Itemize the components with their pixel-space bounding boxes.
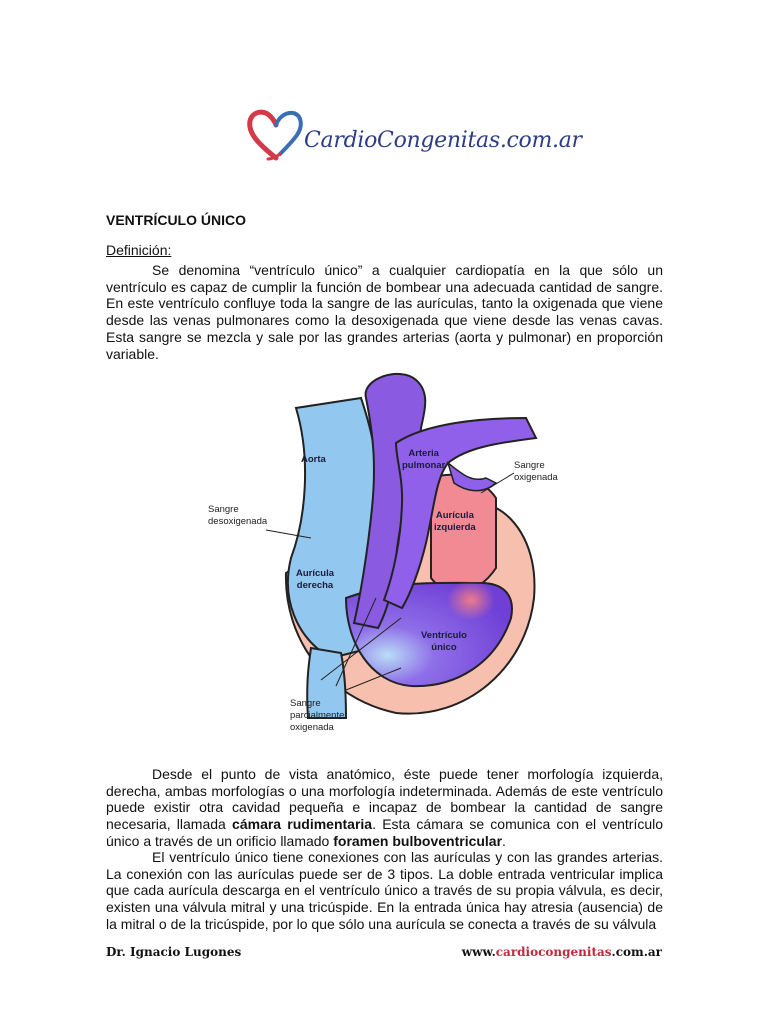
pulmonary-artery-label: Arteria pulmonar — [402, 448, 446, 471]
single-ventricle-label: Ventrículo único — [421, 630, 467, 653]
logo-text: CardioCongenitas.com.ar — [304, 128, 582, 153]
footer-url[interactable] — [462, 945, 662, 959]
aorta-label: Aorta — [301, 454, 326, 465]
bulboventricular-foramen-term: foramen bulboventricular — [333, 832, 503, 849]
heart-diagram — [196, 368, 572, 744]
heart-logo-icon — [246, 104, 306, 166]
connections-paragraph: El ventrículo único tiene conexiones con las aurículas y con las grandes arterias. La conexión con las aurículas puede ser de 3 tipos. La doble entrada ventricular implica que cada aurícula descarga en el ventrículo único a través de su propia válvula, es decir, existen una válvula mitral y una tricúspide. En la entrada única hay atresia (ausencia) de la mitral o de la tricúspide, por lo que sólo una aurícula se conecta a través de su válvula — [106, 849, 663, 932]
oxygenated-blood-label: Sangre oxigenada — [514, 460, 558, 483]
anatomy-text-1: Desde el punto de vista anatómico, éste puede tener morfología izquierda, derecha, ambas morfologías o una morfología indeterminada. Además de este ventrículo puede existir otra cavidad pequeña e incapaz de bombear la cantidad de sangre necesaria, llamada — [106, 766, 663, 833]
right-atrium-label: Aurícula derecha — [296, 568, 335, 591]
footer-url-prefix: www. — [461, 945, 496, 959]
anatomy-text-2: . Esta cámara se comunica con el ventrículo único a través de un orificio llamado — [106, 816, 664, 849]
partially-oxygenated-label: Sangre parcialmente oxigenada — [290, 698, 345, 733]
definition-label: Definición: — [106, 242, 172, 258]
rudimentary-chamber-term: cámara rudimentaria — [232, 816, 373, 833]
site-logo — [246, 104, 582, 166]
deoxygenated-blood-label: Sangre desoxigenada — [208, 504, 268, 527]
footer-url-accent: cardiocongenitas — [495, 945, 612, 959]
definition-paragraph: Se denomina “ventrículo único” a cualquier cardiopatía en la que sólo un ventrículo es capaz de cumplir la función de bombear una adecuada cantidad de sangre. En este ventrículo confluye toda la sangre de las aurículas, tanto la oxigenada que viene desde las venas pulmonares como la desoxigenada que viene desde las venas cavas. Esta sangre se mezcla y sale por las grandes arterias (aorta y pulmonar) en proporción variable. — [106, 262, 663, 362]
anatomy-paragraph — [106, 766, 663, 850]
footer-url-suffix: .com.ar — [611, 945, 662, 959]
heart-diagram-illustration — [196, 368, 572, 744]
document-title: VENTRÍCULO ÚNICO — [106, 212, 246, 228]
left-atrium-label: Aurícula izquierda — [434, 510, 476, 533]
footer-author: Dr. Ignacio Lugones — [106, 945, 242, 959]
anatomy-text-3: . — [502, 832, 506, 849]
